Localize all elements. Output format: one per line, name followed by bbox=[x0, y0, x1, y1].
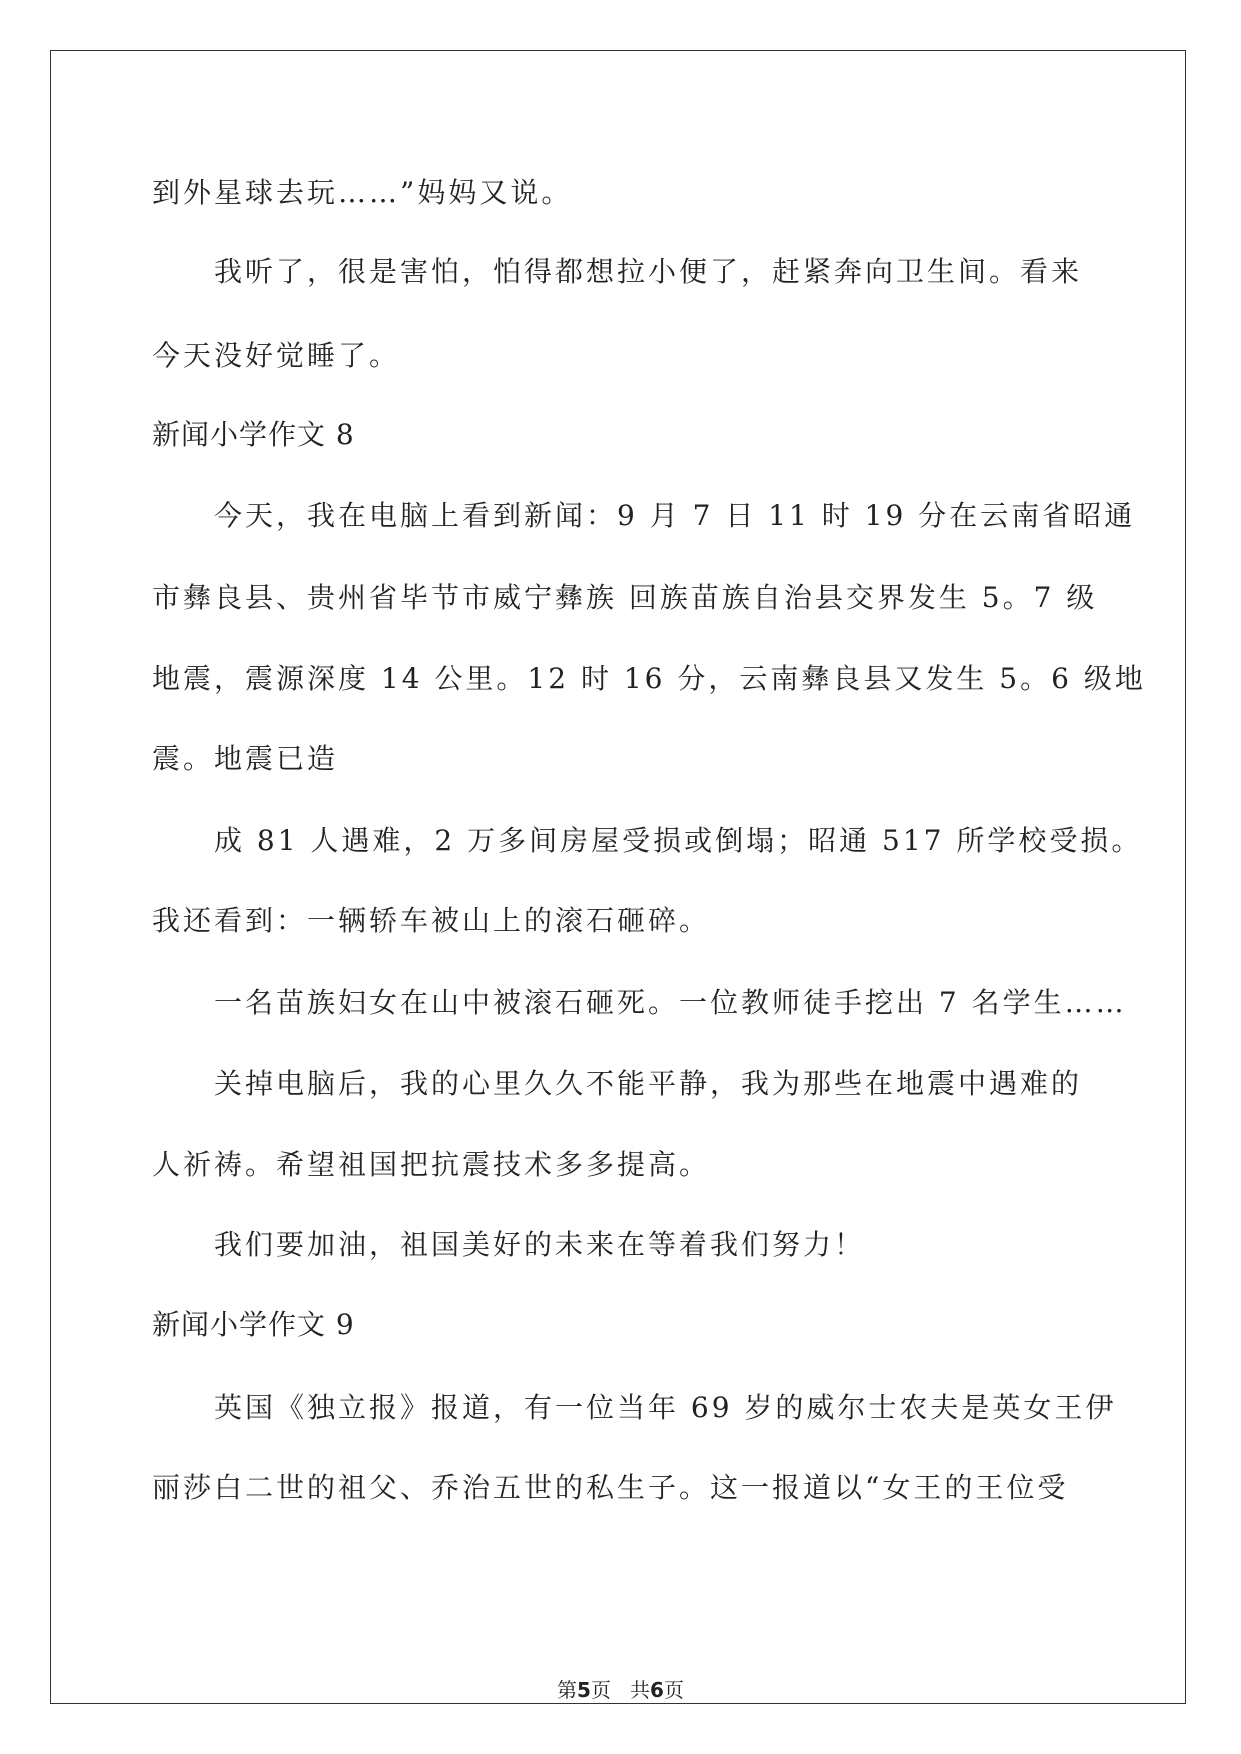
current-page-number: 5 bbox=[577, 1678, 591, 1702]
footer-suffix: 页 bbox=[663, 1678, 684, 1702]
paragraph-line: 到外星球去玩……”妈妈又说。 bbox=[152, 176, 573, 209]
paragraph-line: 今天没好觉睡了。 bbox=[152, 339, 401, 372]
footer-middle: 页 共 bbox=[590, 1678, 651, 1702]
paragraph-line: 丽莎白二世的祖父、乔治五世的私生子。这一报道以“女王的王位受 bbox=[152, 1471, 1069, 1504]
paragraph-line: 震。地震已造 bbox=[152, 742, 339, 775]
paragraph-line: 英国《独立报》报道，有一位当年 69 岁的威尔士农夫是英女王伊 bbox=[214, 1391, 1117, 1424]
paragraph-line: 人祈祷。希望祖国把抗震技术多多提高。 bbox=[152, 1148, 711, 1181]
page-border bbox=[50, 50, 1186, 1704]
paragraph-line: 一名苗族妇女在山中被滚石砸死。一位教师徒手挖出 7 名学生…… bbox=[214, 986, 1127, 1019]
paragraph-line: 今天，我在电脑上看到新闻：9 月 7 日 11 时 19 分在云南省昭通 bbox=[214, 499, 1136, 532]
paragraph-line: 我还看到：一辆轿车被山上的滚石砸碎。 bbox=[152, 904, 711, 937]
paragraph-line: 市彝良县、贵州省毕节市威宁彝族 回族苗族自治县交界发生 5。7 级 bbox=[152, 581, 1098, 614]
paragraph-line: 地震，震源深度 14 公里。12 时 16 分，云南彝良县又发生 5。6 级地 bbox=[152, 662, 1146, 695]
section-heading: 新闻小学作文 9 bbox=[152, 1308, 355, 1341]
section-heading: 新闻小学作文 8 bbox=[152, 418, 355, 451]
paragraph-line: 成 81 人遇难，2 万多间房屋受损或倒塌；昭通 517 所学校受损。 bbox=[214, 824, 1143, 857]
footer-prefix: 第 bbox=[557, 1678, 578, 1702]
paragraph-line: 关掉电脑后，我的心里久久不能平静，我为那些在地震中遇难的 bbox=[214, 1067, 1083, 1100]
paragraph-line: 我听了，很是害怕，怕得都想拉小便了，赶紧奔向卫生间。看来 bbox=[214, 255, 1083, 288]
paragraph-line: 我们要加油，祖国美好的未来在等着我们努力！ bbox=[214, 1228, 866, 1261]
page-footer bbox=[0, 1674, 1241, 1703]
total-pages-number: 6 bbox=[650, 1678, 664, 1702]
